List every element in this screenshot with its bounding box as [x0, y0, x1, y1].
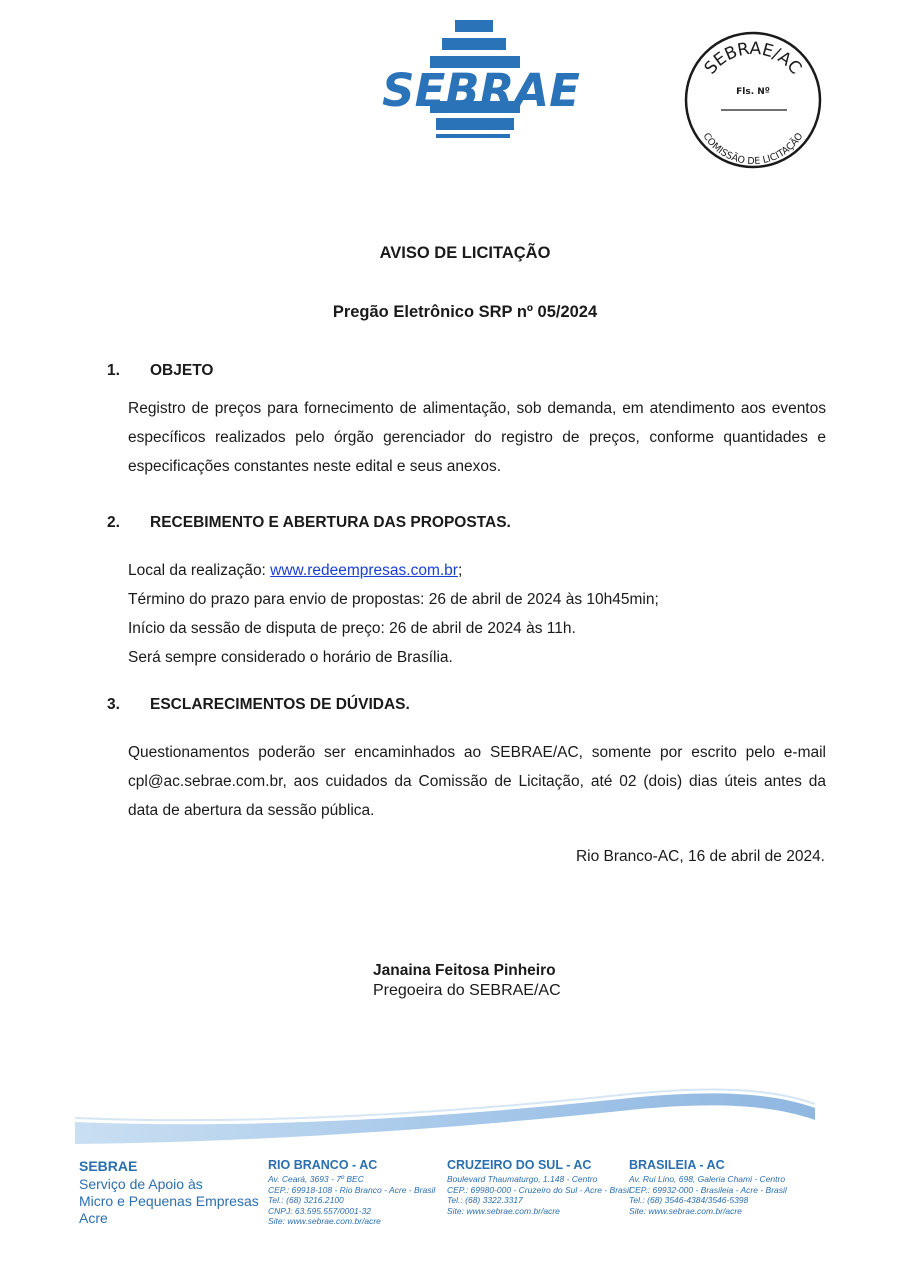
office-title: RIO BRANCO - AC	[268, 1158, 378, 1172]
section-2-session-start: Início da sessão de disputa de preço: 26 de abril de 2024 às 11h.	[128, 620, 576, 637]
section-2-local	[128, 562, 462, 580]
office-line: Tel.: (68) 3216.2100	[268, 1195, 344, 1205]
protocol-stamp	[683, 30, 823, 170]
office-line: Boulevard Thaumaturgo, 1.148 - Centro	[447, 1174, 598, 1184]
office-line: CEP.: 69980-000 - Cruzeiro do Sul - Acre - Brasil	[447, 1184, 631, 1195]
redeempresas-link[interactable]: www.redeempresas.com.br	[270, 562, 458, 579]
logo-bar	[455, 20, 493, 32]
office-line: Site: www.sebrae.com.br/acre	[268, 1216, 381, 1226]
section-1-number: 1.	[107, 362, 120, 379]
office-title: BRASILEIA - AC	[629, 1158, 725, 1172]
logo-bar	[442, 38, 506, 50]
signature-name: Janaina Feitosa Pinheiro	[373, 962, 556, 979]
document-date: Rio Branco-AC, 16 de abril de 2024.	[575, 848, 825, 865]
stamp-bottom-text: COMISSÃO DE LICITAÇÃO	[700, 131, 806, 168]
footer-office-cruzeiro-do-sul	[447, 1158, 631, 1216]
footer-brand-line: Micro e Pequenas Empresas	[79, 1193, 259, 1209]
office-line: Site: www.sebrae.com.br/acre	[447, 1205, 560, 1216]
office-line: Tel.: (68) 3546-4384/3546-5398	[629, 1195, 749, 1205]
office-line: CEP.: 69932-000 - Brasileia - Acre - Brasil	[629, 1184, 787, 1195]
office-line: Tel.: (68) 3322.3317	[447, 1195, 523, 1205]
footer-brand-title: SEBRAE	[79, 1158, 138, 1174]
office-line: Site: www.sebrae.com.br/acre	[629, 1205, 742, 1216]
section-2-deadline: Término do prazo para envio de propostas: 26 de abril de 2024 às 10h45min;	[128, 591, 659, 608]
section-3-title: ESCLARECIMENTOS DE DÚVIDAS.	[150, 696, 410, 713]
footer-office-brasileia	[629, 1158, 787, 1216]
local-suffix: ;	[457, 562, 463, 579]
footer-brand-line: Serviço de Apoio às	[79, 1176, 203, 1192]
sebrae-logo	[370, 20, 592, 140]
section-3-number: 3.	[107, 696, 120, 713]
office-line: Av. Rui Lino, 698, Galeria Chami - Centro	[629, 1174, 786, 1184]
stamp-label: Fls. Nº	[736, 87, 770, 97]
section-2-title: RECEBIMENTO E ABERTURA DAS PROPOSTAS.	[150, 514, 511, 531]
section-3-text: Questionamentos poderão ser encaminhados ao SEBRAE/AC, somente por escrito pelo e-mail cpl@ac.sebrae.com.br, aos cuidados da Comissão de Licitação, até 02 (dois) dias úteis antes da data de abertura da sessão pública.	[128, 744, 826, 819]
footer-brand-line: Acre	[79, 1210, 108, 1226]
section-2-number: 2.	[107, 514, 120, 531]
logo-wordmark: SEBRAE	[382, 64, 580, 117]
office-title: CRUZEIRO DO SUL - AC	[447, 1158, 592, 1172]
local-label: Local da realização:	[128, 562, 271, 579]
document-subtitle: Pregão Eletrônico SRP nº 05/2024	[332, 303, 598, 321]
footer-wave	[70, 1080, 830, 1150]
signature-role: Pregoeira do SEBRAE/AC	[373, 982, 561, 999]
office-line: CEP.: 69918-108 - Rio Branco - Acre - Brasil	[268, 1184, 436, 1195]
logo-bar	[436, 118, 514, 130]
section-1-text: Registro de preços para fornecimento de alimentação, sob demanda, em atendimento aos eventos específicos realizados pelo órgão gerenciador do registro de preços, conforme quantidades e especificações constantes neste edital e seus anexos.	[128, 400, 826, 475]
document-title: AVISO DE LICITAÇÃO	[379, 244, 551, 262]
section-2-timezone-note: Será sempre considerado o horário de Brasília.	[128, 649, 453, 666]
office-line: CNPJ: 63.595.557/0001-32	[268, 1205, 372, 1216]
section-1-title: OBJETO	[150, 362, 214, 379]
logo-bar	[436, 134, 510, 138]
stamp-top-text: SEBRAE/AC	[700, 38, 806, 79]
office-line: Av. Ceará, 3693 - 7º BEC	[268, 1174, 364, 1184]
footer-office-rio-branco	[268, 1158, 435, 1227]
